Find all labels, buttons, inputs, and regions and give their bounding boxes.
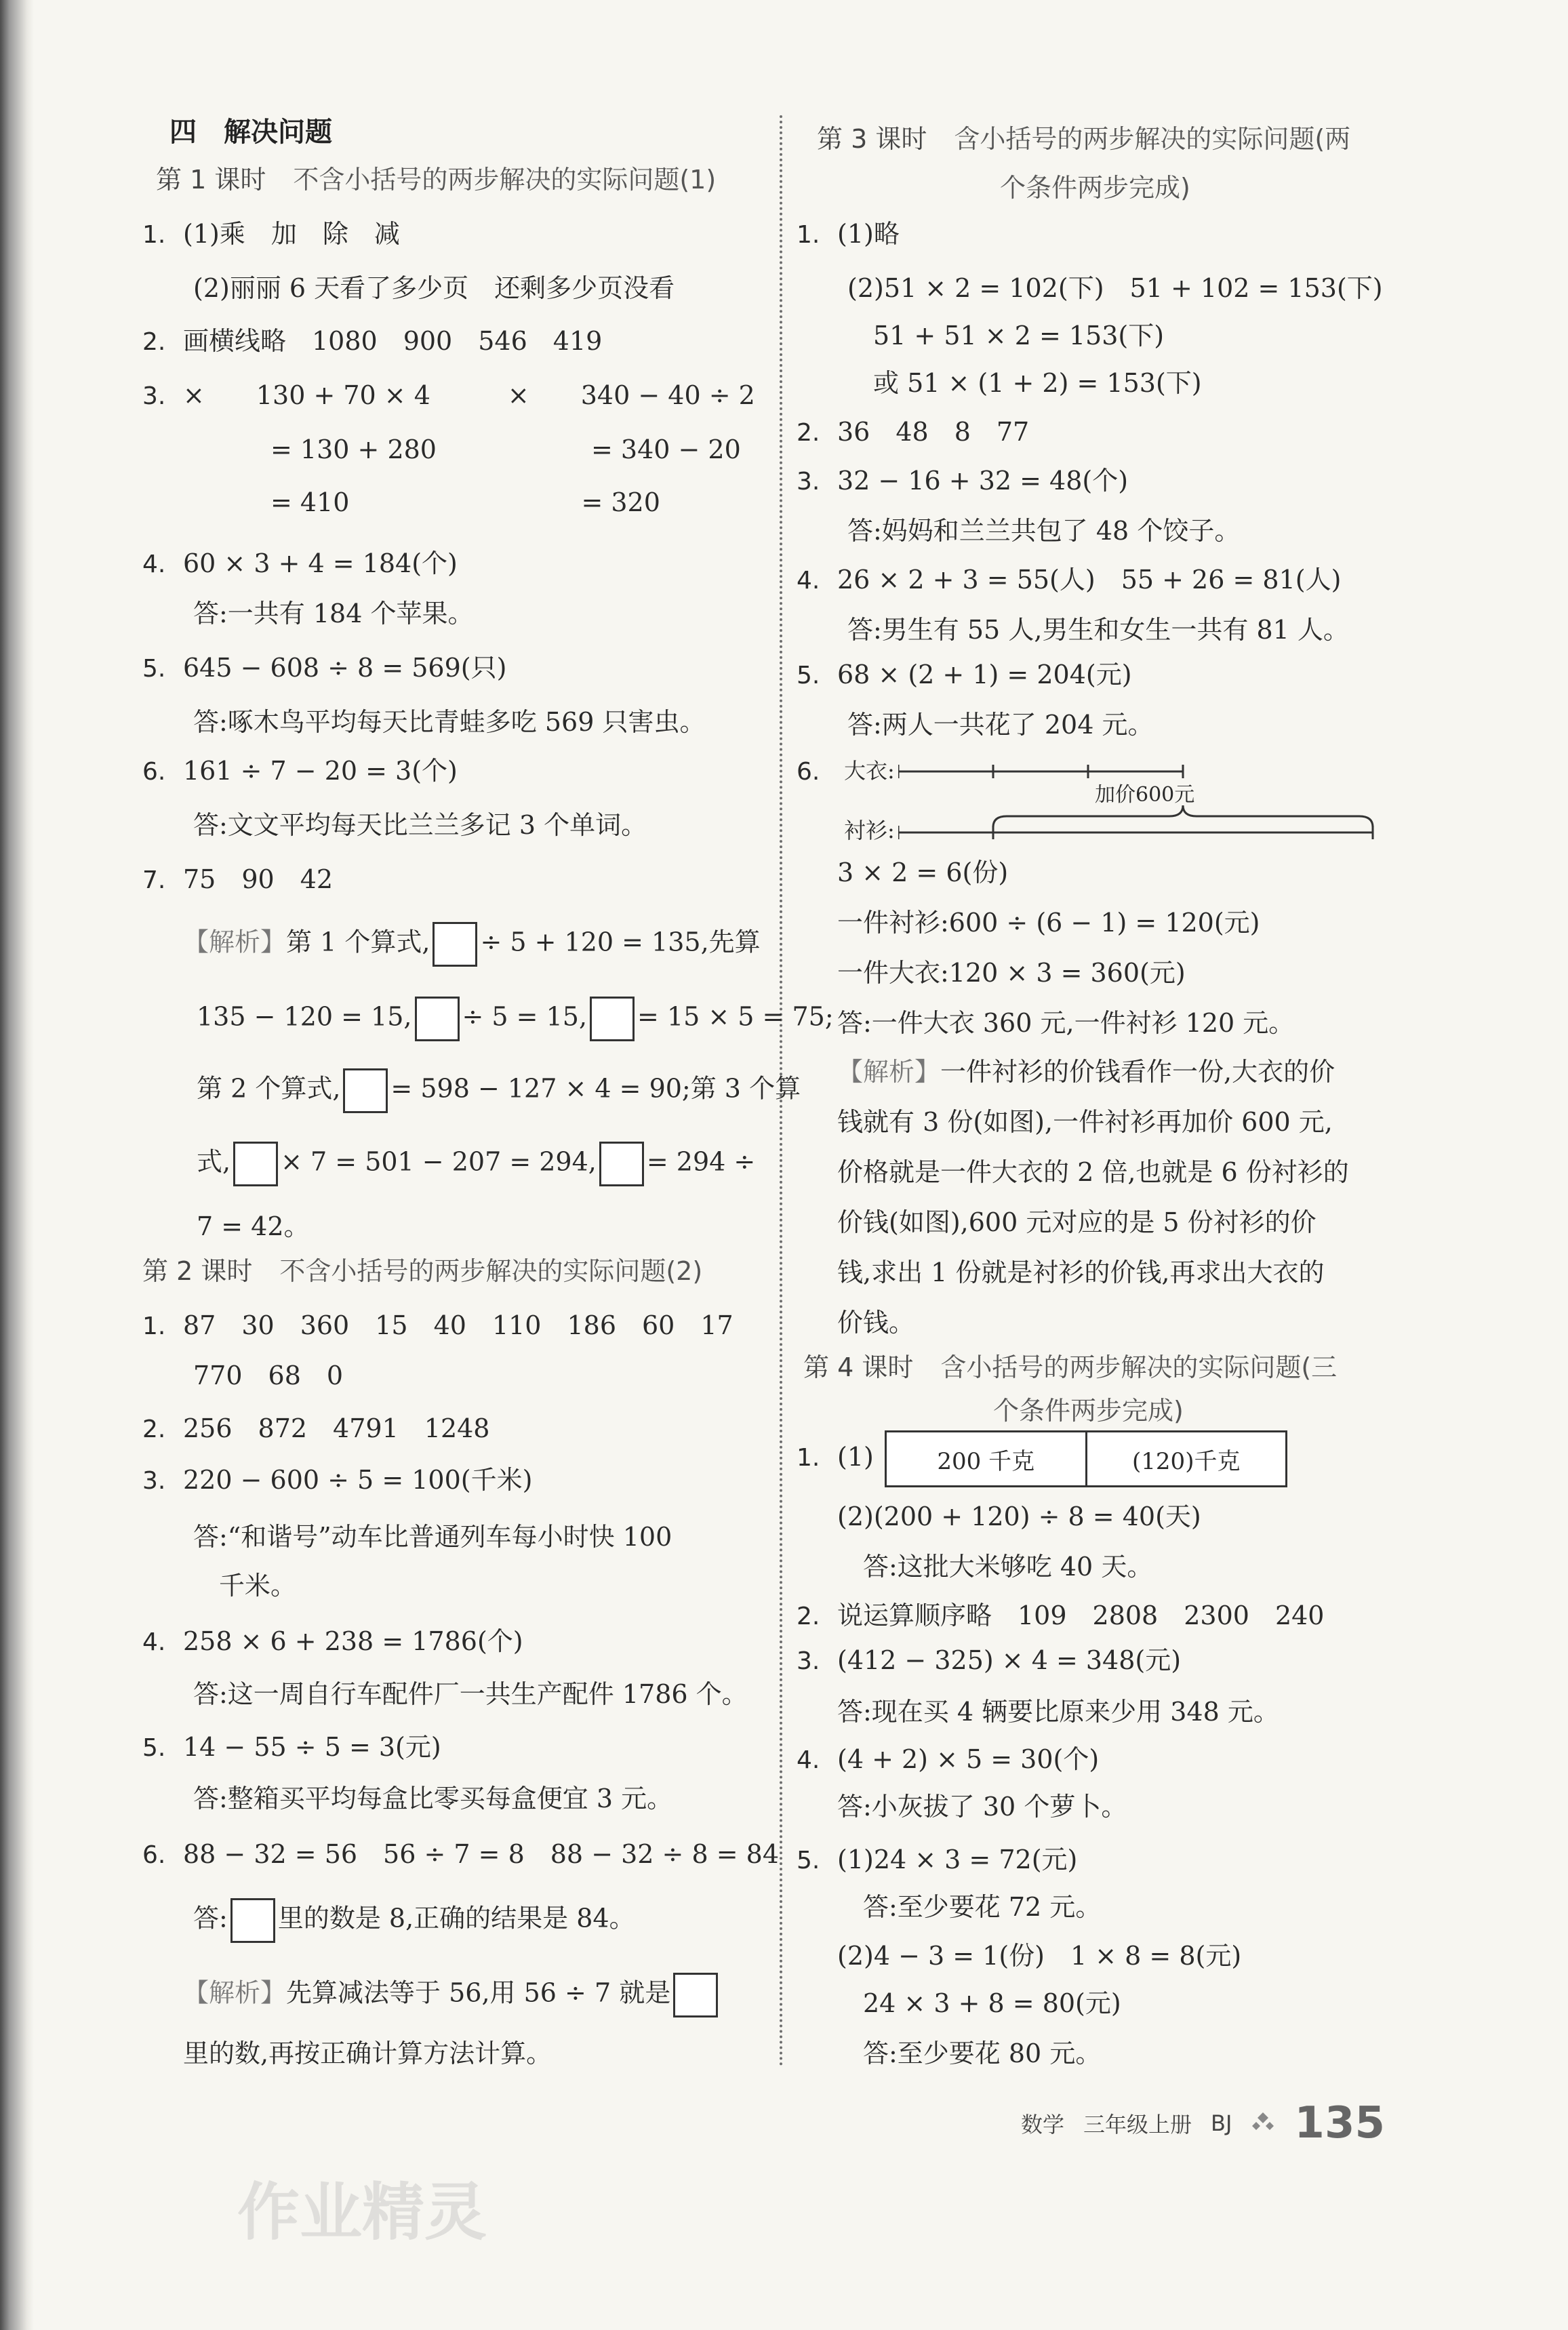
answer-line: 答:至少要花 80 元。: [837, 2038, 1102, 2068]
lesson-title: 含小括号的两步解决的实际问题(两: [954, 124, 1351, 154]
lesson-tag: 第 4 课时: [803, 1352, 914, 1382]
answer-line: = 410 = 320: [193, 487, 660, 517]
lesson-title: 不含小括号的两步解决的实际问题(2): [279, 1256, 703, 1286]
footer-grade: 三年级上册: [1083, 2112, 1192, 2137]
lesson-tag: 第 2 课时: [142, 1256, 253, 1286]
answer-line: 答:啄木鸟平均每天比青蛙多吃 569 只害虫。: [193, 707, 706, 737]
lesson-3-title-cont: 个条件两步完成): [1000, 173, 1190, 203]
answer-line: 答:现在买 4 辆要比原来少用 348 元。: [837, 1697, 1279, 1727]
answer-line: 2. 36 48 8 77: [797, 417, 1030, 447]
lesson-tag: 第 3 课时: [817, 124, 927, 154]
answer-line: 答:文文平均每天比兰兰多记 3 个单词。: [193, 810, 647, 840]
answer-line: 3. × 130 + 70 × 4 × 340 − 40 ÷ 2: [142, 380, 755, 410]
coat-label: 大衣:: [844, 758, 895, 784]
answer-line: 5. (1)24 × 3 = 72(元): [797, 1845, 1078, 1874]
answer-line: 3. 32 − 16 + 32 = 48(个): [797, 466, 1129, 496]
lesson-1-heading: [156, 163, 716, 197]
answer-line: 7. 75 90 42: [142, 864, 334, 894]
analysis-label: 【解析】: [183, 927, 287, 957]
segment-lines: [898, 751, 1386, 846]
answer-line: 答: 里的数是 8,正确的结果是 84。: [142, 1898, 635, 1943]
watermark-text: 作业精灵: [237, 2176, 487, 2249]
answer-line: 5. 14 − 55 ÷ 5 = 3(元): [142, 1732, 441, 1762]
answer-line: 答:至少要花 72 元。: [837, 1892, 1102, 1922]
answer-line: (2)(200 + 120) ÷ 8 = 40(天): [837, 1502, 1201, 1531]
lesson-4-title-cont: 个条件两步完成): [993, 1396, 1184, 1426]
answer-line: 24 × 3 + 8 = 80(元): [837, 1988, 1121, 2018]
answer-line: 答:小灰拔了 30 个萝卜。: [837, 1792, 1127, 1822]
blank-box: [233, 1142, 278, 1186]
answer-line: 答:这批大米够吃 40 天。: [837, 1552, 1153, 1582]
answer-line: (2)51 × 2 = 102(下) 51 + 102 = 153(下): [847, 273, 1383, 303]
answer-line: 6. 88 − 32 = 56 56 ÷ 7 = 8 88 − 32 ÷ 8 = 84: [142, 1839, 779, 1869]
lesson-4-heading: [803, 1350, 1337, 1384]
answer-line: (2)丽丽 6 天看了多少页 还剩多少页没看: [193, 273, 675, 303]
answer-line: 答:整箱买平均每盒比零买每盒便宜 3 元。: [193, 1784, 673, 1813]
answer-line: 或 51 × (1 + 2) = 153(下): [847, 368, 1202, 398]
answer-line: 1. 87 30 360 15 40 110 186 60 17: [142, 1310, 733, 1340]
answer-line: 5. 68 × (2 + 1) = 204(元): [797, 660, 1132, 689]
answer-line: 3. (412 − 325) × 4 = 348(元): [797, 1645, 1182, 1675]
answer-line: 答:这一周自行车配件厂一共生产配件 1786 个。: [193, 1679, 748, 1709]
answer-line: 6. 161 ÷ 7 − 20 = 3(个): [142, 756, 458, 786]
lesson-title: 含小括号的两步解决的实际问题(三: [940, 1352, 1338, 1382]
answer-line: 4. 258 × 6 + 238 = 1786(个): [142, 1626, 523, 1656]
rice-table: [885, 1430, 1287, 1487]
answer-line: 1. (1): [797, 1442, 874, 1472]
answer-line: 答:妈妈和兰兰共包了 48 个饺子。: [847, 516, 1241, 546]
lesson-tag: 第 1 课时: [156, 165, 266, 195]
blank-box: [599, 1142, 644, 1186]
answer-line: = 130 + 280 = 340 − 20: [193, 435, 741, 464]
shirt-label: 衬衫:: [844, 818, 895, 843]
blank-box: [230, 1898, 275, 1943]
answer-line: 770 68 0: [193, 1361, 344, 1390]
answer-line: 3. 220 − 600 ÷ 5 = 100(千米): [142, 1465, 533, 1495]
answer-line: 1. (1)乘 加 除 减: [142, 219, 400, 249]
footer-subject: 数学: [1020, 2112, 1064, 2137]
answer-line: 3 × 2 = 6(份): [837, 858, 1009, 887]
extra-price-label: 加价600元: [1095, 783, 1195, 807]
answer-line: 4. 26 × 2 + 3 = 55(人) 55 + 26 = 81(人): [797, 565, 1342, 595]
analysis-label: 【解析】: [837, 1057, 941, 1087]
answer-line: 答:一件大衣 360 元,一件衬衫 120 元。: [837, 1008, 1295, 1038]
answer-line: (2)4 − 3 = 1(份) 1 × 8 = 8(元): [837, 1941, 1242, 1971]
answer-line: 5. 645 − 608 ÷ 8 = 569(只): [142, 653, 507, 683]
blank-box: [343, 1068, 388, 1113]
answer-line: 千米。: [193, 1571, 297, 1601]
blank-box: [590, 997, 635, 1041]
analysis-label: 【解析】: [183, 1977, 287, 2008]
blank-box: [673, 1973, 718, 2017]
book-spine: [0, 0, 34, 2330]
rice-cell-2: (120)千克: [1085, 1432, 1286, 1485]
answer-line: 答:两人一共花了 204 元。: [847, 710, 1154, 740]
page-footer: [1021, 2098, 1385, 2148]
answer-line: 答:一共有 184 个苹果。: [193, 599, 474, 628]
section-title: 四 解决问题: [169, 117, 332, 148]
answer-line: 51 + 51 × 2 = 153(下): [847, 321, 1165, 350]
lesson-3-heading: [817, 122, 1350, 156]
footer-edition: BJ: [1211, 2110, 1232, 2136]
answer-line: 2. 说运算顺序略 109 2808 2300 240: [797, 1601, 1325, 1630]
answer-line: 一件衬衫:600 ÷ (6 − 1) = 120(元): [837, 908, 1260, 938]
answer-line: 4. 60 × 3 + 4 = 184(个): [142, 548, 458, 578]
answer-line: 一件大衣:120 × 3 = 360(元): [837, 958, 1186, 988]
answer-line: 2. 256 872 4791 1248: [142, 1413, 490, 1443]
answer-line: 2. 画横线略 1080 900 546 419: [142, 326, 603, 356]
diamond-icon: [1251, 2111, 1275, 2135]
blank-box: [415, 997, 460, 1041]
page-number: 135: [1294, 2098, 1385, 2148]
answer-line: 1. (1)略: [797, 219, 900, 249]
rice-cell-1: 200 千克: [937, 1447, 1035, 1475]
blank-box: [433, 922, 477, 967]
answer-line: 答:男生有 55 人,男生和女生一共有 81 人。: [847, 615, 1349, 645]
answer-line: 答:“和谐号”动车比普通列车每小时快 100: [193, 1522, 672, 1552]
answer-line: 4. (4 + 2) × 5 = 30(个): [797, 1744, 1100, 1774]
lesson-title: 不含小括号的两步解决的实际问题(1): [293, 165, 717, 195]
lesson-2-heading: [142, 1254, 702, 1288]
